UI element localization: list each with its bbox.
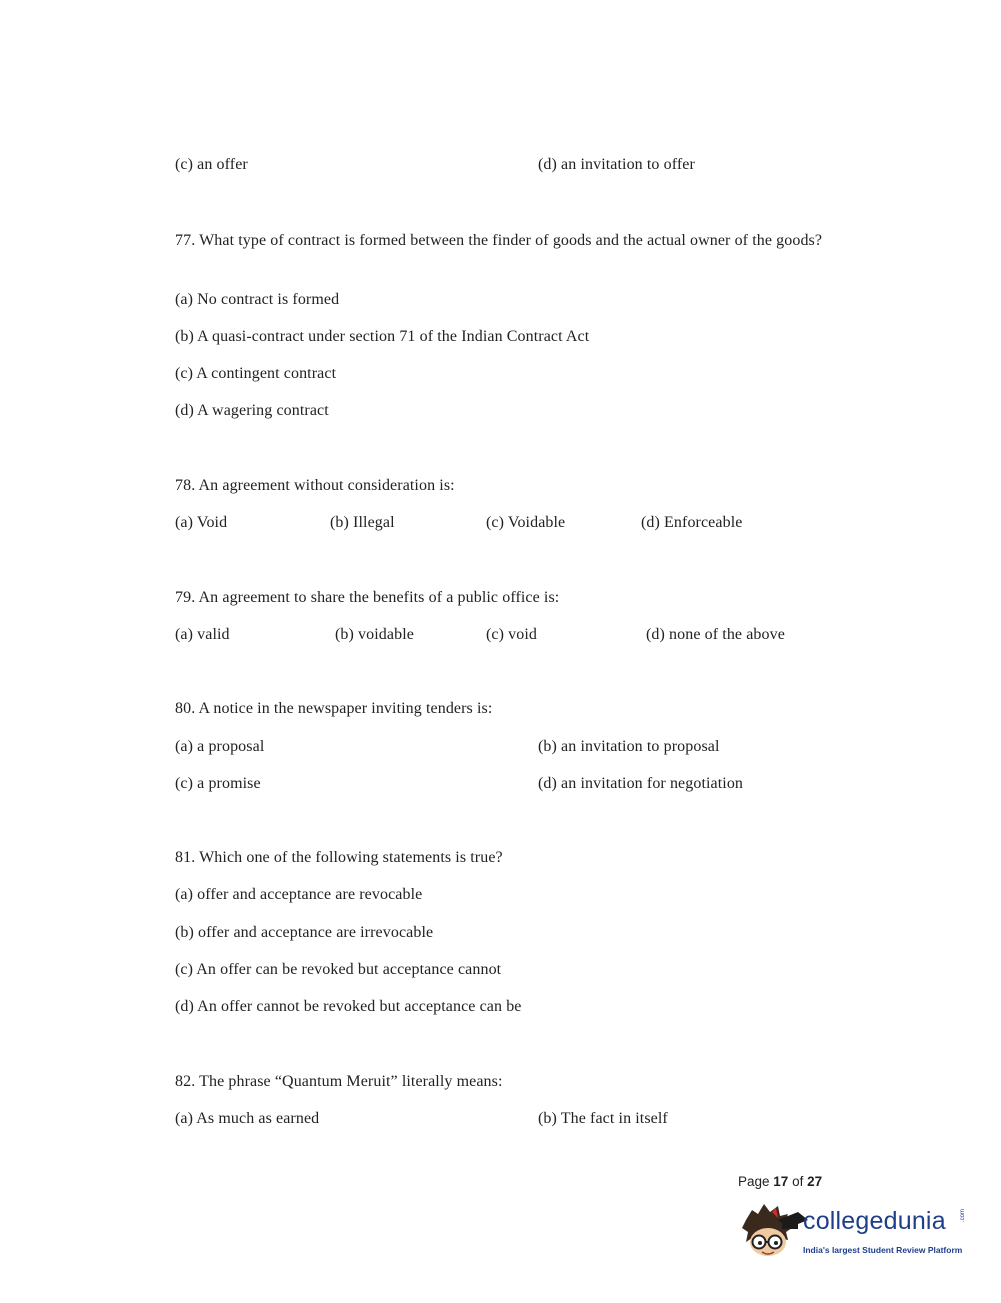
q78-option-a: (a) Void <box>175 514 228 531</box>
q79-option-b: (b) voidable <box>335 626 414 643</box>
q79-option-a: (a) valid <box>175 626 230 643</box>
q81-option-a: (a) offer and acceptance are revocable <box>175 886 423 903</box>
q77-option-a: (a) No contract is formed <box>175 291 340 308</box>
q77-option-b: (b) A quasi-contract under section 71 of the Indian Contract Act <box>175 328 590 345</box>
question-80: 80. A notice in the newspaper inviting tenders is: <box>175 700 493 717</box>
q80-option-a: (a) a proposal <box>175 738 265 755</box>
page-label: Page <box>738 1174 770 1189</box>
brand-tagline: India's largest Student Review Platform <box>803 1245 963 1255</box>
q79-option-d: (d) none of the above <box>646 626 785 643</box>
q77-option-d: (d) A wagering contract <box>175 402 329 419</box>
q80-option-d: (d) an invitation for negotiation <box>538 775 744 792</box>
question-81: 81. Which one of the following statements is true? <box>175 849 503 866</box>
question-82: 82. The phrase “Quantum Meruit” literally means: <box>175 1073 503 1090</box>
page-total: 27 <box>807 1174 823 1189</box>
brand-name: collegedunia <box>803 1207 946 1235</box>
q78-option-b: (b) Illegal <box>330 514 395 531</box>
q78-option-d: (d) Enforceable <box>641 514 743 531</box>
q77-option-c: (c) A contingent contract <box>175 365 337 382</box>
q80-option-b: (b) an invitation to proposal <box>538 738 720 755</box>
q81-option-d: (d) An offer cannot be revoked but acceptance can be <box>175 998 522 1015</box>
q80-option-c: (c) a promise <box>175 775 261 792</box>
brand-suffix: .com <box>960 1208 966 1222</box>
q82-option-a: (a) As much as earned <box>175 1110 320 1127</box>
question-79: 79. An agreement to share the benefits of a public office is: <box>175 589 560 606</box>
question-77: 77. What type of contract is formed between the finder of goods and the actual owner of the goods? <box>175 232 823 249</box>
page-number <box>738 1174 822 1189</box>
q78-option-c: (c) Voidable <box>486 514 566 531</box>
option-d-prev: (d) an invitation to offer <box>538 156 695 173</box>
option-c-prev: (c) an offer <box>175 156 248 173</box>
q81-option-c: (c) An offer can be revoked but acceptance cannot <box>175 961 502 978</box>
question-78: 78. An agreement without consideration is: <box>175 477 455 494</box>
q81-option-b: (b) offer and acceptance are irrevocable <box>175 924 434 941</box>
q82-option-b: (b) The fact in itself <box>538 1110 668 1127</box>
page-of: of <box>792 1174 804 1189</box>
q79-option-c: (c) void <box>486 626 538 643</box>
page-current: 17 <box>773 1174 789 1189</box>
